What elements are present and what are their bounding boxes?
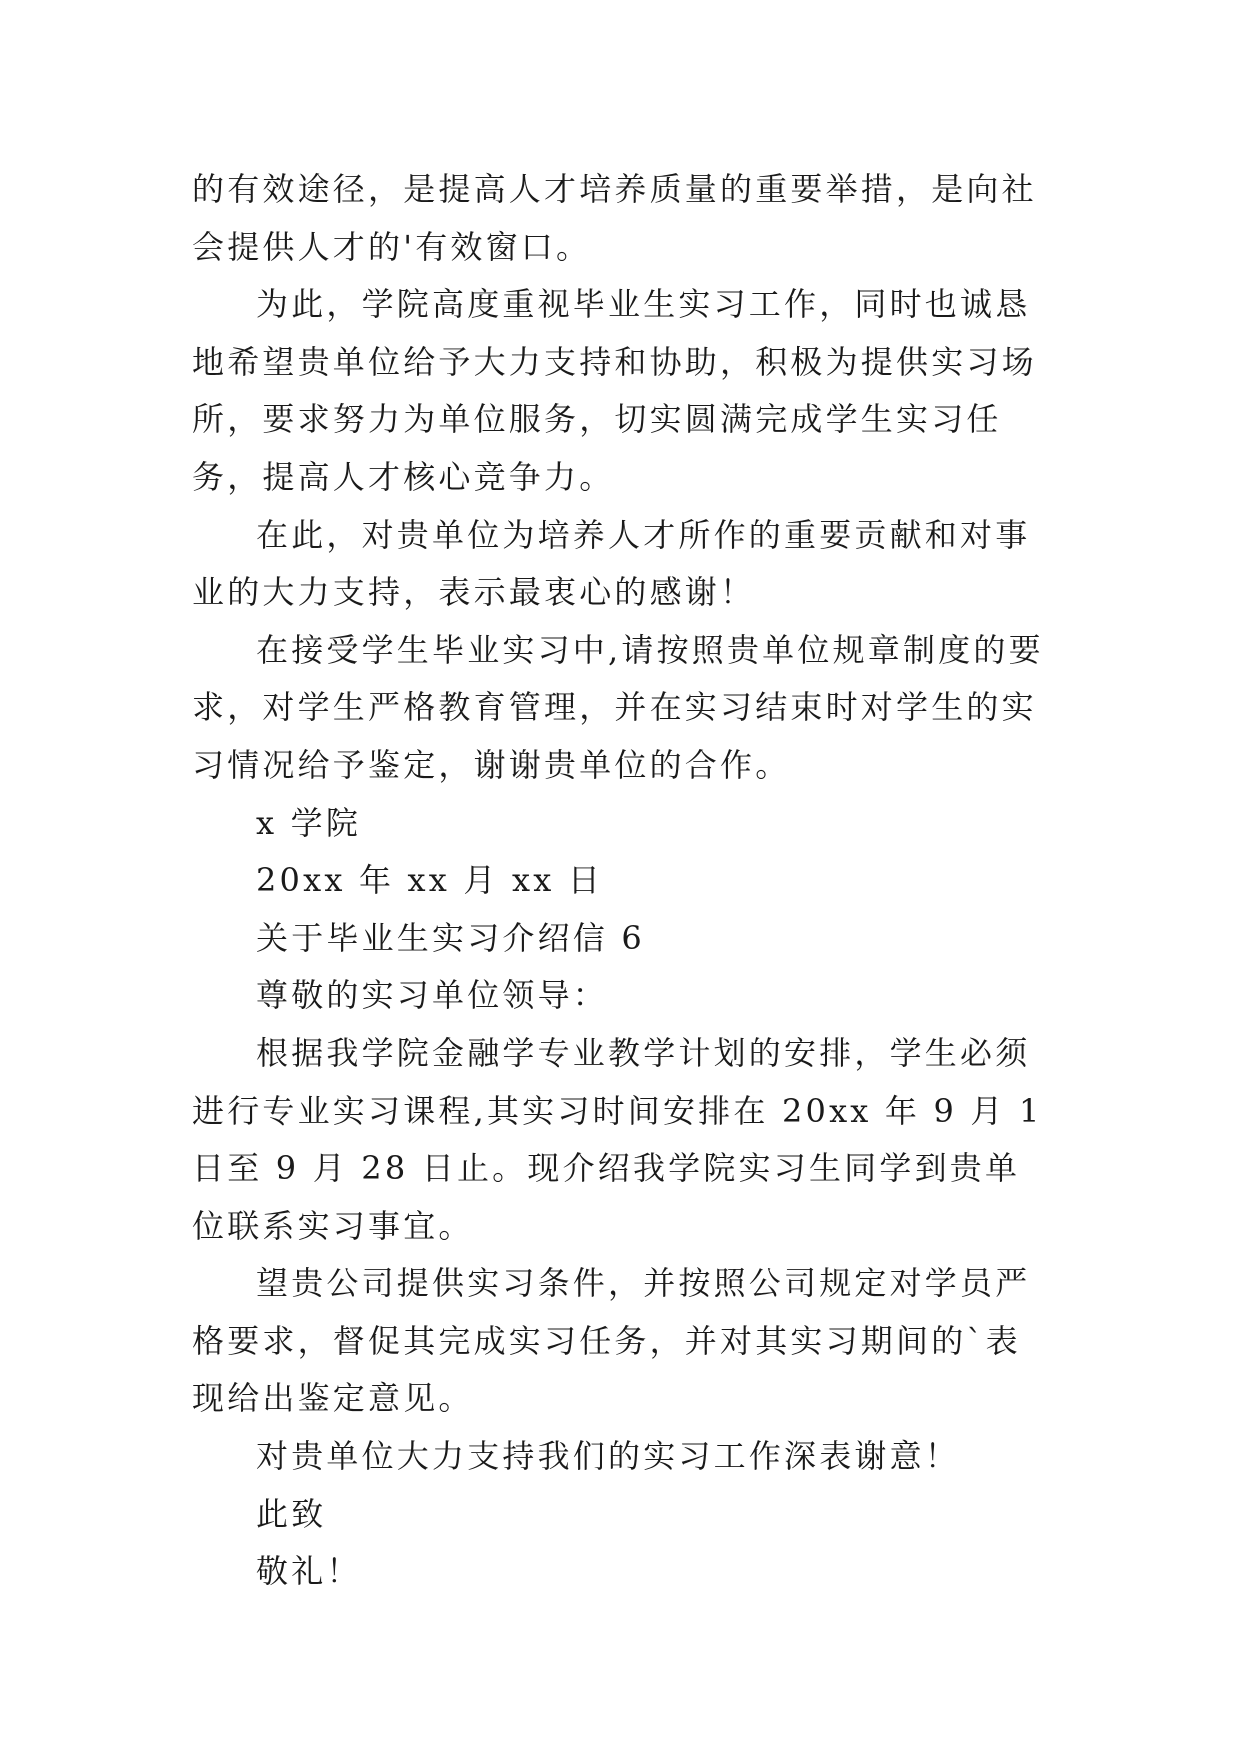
salutation: 尊敬的实习单位领导：: [256, 976, 609, 1015]
paragraph-expectation: 望贵公司提供实习条件，并按照公司规定对学员严格要求，督促其完成实习任务，并对其实习期间的`表现给出鉴定意见。: [192, 1264, 1031, 1418]
paragraph-thanks: 在此，对贵单位为培养人才所作的重要贡献和对事业的大力支持，表示最衷心的感谢！: [192, 515, 1031, 612]
signature-date: 20xx 年 xx 月 xx 日: [256, 861, 604, 900]
letter-body: [192, 161, 1052, 1601]
paragraph-introduction: 根据我学院金融学专业教学计划的安排，学生必须进行专业实习课程,其实习时间安排在 20xx 年 9 月 1 日至 9 月 28 日止。现介绍我学院实习生同学到贵单位联系实习事宜。: [192, 1033, 1043, 1245]
paragraph-importance: 为此，学院高度重视毕业生实习工作，同时也诚恳地希望贵单位给予大力支持和协助，积极为提供实习场所，要求努力为单位服务，切实圆满完成学生实习任务，提高人才核心竞争力。: [192, 285, 1037, 496]
section-title: 关于毕业生实习介绍信 6: [256, 918, 645, 957]
closing-jingli: 敬礼！: [256, 1552, 362, 1591]
paragraph-gratitude: 对贵单位大力支持我们的实习工作深表谢意！: [256, 1437, 961, 1476]
closing-cizhi: 此致: [256, 1494, 327, 1533]
paragraph-continued: 的有效途径，是提高人才培养质量的重要举措，是向社会提供人才的'有效窗口。: [192, 170, 1037, 266]
paragraph-request: 在接受学生毕业实习中,请按照贵单位规章制度的要求，对学生严格教育管理，并在实习结束时对学生的实习情况给予鉴定，谢谢贵单位的合作。: [192, 630, 1044, 784]
signature-institution: x 学院: [256, 803, 362, 842]
